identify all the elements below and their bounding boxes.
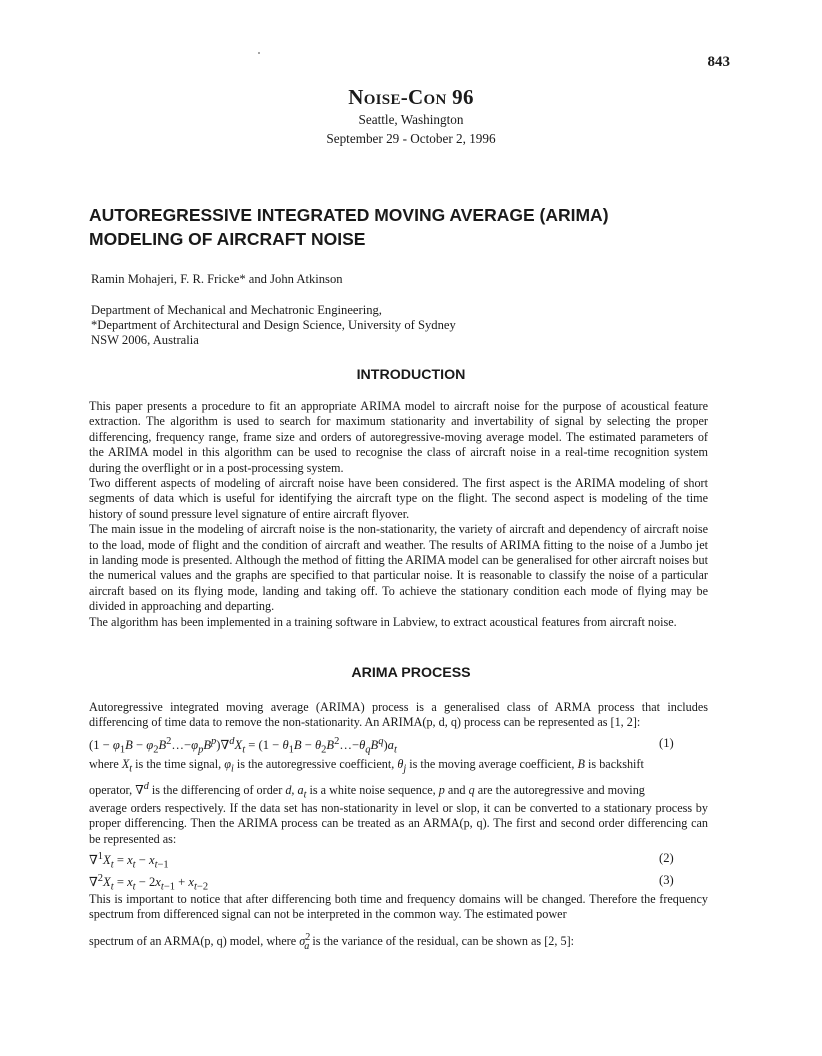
scan-speck — [258, 52, 260, 54]
where-line: where $X_t$ is the time signal, $\varphi_i$ is the autoregressive coefficient, $\theta_j$ is the moving average coefficient, B is backshift — [89, 757, 644, 775]
paragraph: The main issue in the modeling of aircraft noise is the non-stationarity, the variety of aircraft and dependency of aircraft noise to the load, mode of flight and the condition of aircraft and weather. The results of ARIMA fitting to the noise of a Jumbo jet in landing mode is presented. Although the method of fitting the ARIMA model can be generalised for other aircraft noises but the numerical values and the graphs are specified to that particular noise. It is reasonable to classify the noise of a particular aircraft based on its flying mode, landing and taking off. To achieve the stationary condition each mode of flying may be divided in approaching and departing. — [89, 522, 708, 614]
equation-2 — [89, 851, 708, 871]
paragraph: The algorithm has been implemented in a training software in Labview, to extract acoustical features from aircraft noise. — [89, 614, 677, 629]
equation-number: (2) — [659, 851, 674, 865]
section-heading-arima: ARIMA PROCESS — [351, 665, 471, 681]
equation-3 — [89, 873, 708, 893]
paragraph: This paper presents a procedure to fit an appropriate ARIMA model to aircraft noise for the purpose of acoustical feature extraction. The algorithm is used to search for maximum stationarity and invertability of signal by selecting the proper differencing, frequency range, frame size and orders of autoregressive-moving average model. The estimated parameters of the ARIMA model in this algorithm can be used to recognise the class of aircraft noise in a real-time recognition system during the overflight or in a post-processing system. — [89, 399, 708, 475]
conference-header — [0, 84, 822, 148]
equation-number: (1) — [659, 736, 674, 750]
conference-dates: September 29 - October 2, 1996 — [326, 131, 496, 146]
equation-number: (3) — [659, 873, 674, 887]
operator-line: operator, ∇$^d$ is the differencing of order d, $a_t$ is a white noise sequence, p and q are the autoregressive and moving — [89, 781, 645, 801]
paragraph: Two different aspects of modeling of aircraft noise have been considered. The first aspect is the ARIMA modeling of short segments of data which is useful for identifying the aircraft type on the flight. The second aspect is modeling of the time history of sound pressure level signature of entire aircraft flyover. — [89, 476, 708, 521]
spectrum-line: spectrum of an ARMA(p, q) model, where $\sigma^2_a$ is the variance of the residual, can be shown as [2, 5]: — [89, 932, 575, 952]
title-line-1: AUTOREGRESSIVE INTEGRATED MOVING AVERAGE (ARIMA) — [89, 205, 609, 225]
equation-1 — [89, 736, 708, 756]
affiliation-line: NSW 2006, Australia — [91, 333, 199, 347]
conference-location: Seattle, Washington — [358, 112, 464, 127]
paper-title — [89, 203, 729, 251]
equation-1-expression: ($1 - \varphi_1B$ − $\varphi_2B^2\dots-\varphi_pB^p)\nabla^dX_t = (1 - \theta_1B$ − $\theta_2B^2\dots-\theta_qB^q)a_t$ — [89, 736, 397, 756]
introduction-body — [89, 399, 708, 630]
conference-name: Noise-Con 96 — [348, 85, 474, 109]
equation-3-expression: $\nabla^2X_t = x_t - 2x_{t-1} + x_{t-2}$ — [89, 873, 209, 893]
section-heading-introduction: INTRODUCTION — [356, 367, 466, 383]
affiliation-line: *Department of Architectural and Design Science, University of Sydney — [91, 318, 456, 332]
arima-paragraph-3: This is important to notice that after differencing both time and frequency domains will be changed. Therefore the frequency spectrum from differenced signal can not be interpreted in the common way. The estimated power — [89, 892, 708, 922]
arima-paragraph-2: average orders respectively. If the data set has non-stationarity in level or slop, it can be converted to a stationary process by proper differencing. Then the ARIMA process can be treated as an ARMA(p, q). The first and second order differencing can be represented as: — [89, 801, 708, 846]
page-number: 843 — [707, 54, 730, 70]
title-line-2: MODELING OF AIRCRAFT NOISE — [89, 229, 366, 249]
arima-paragraph-1: Autoregressive integrated moving average (ARIMA) process is a generalised class of ARMA process that includes differencing of time data to remove the non-stationarity. An ARIMA(p, d, q) process can be represented as [1, 2]: — [89, 700, 708, 730]
equation-2-expression: $\nabla^1X_t = x_t - x_{t-1}$ — [89, 851, 169, 871]
affiliation — [91, 303, 456, 348]
affiliation-line: Department of Mechanical and Mechatronic Engineering, — [91, 303, 382, 317]
authors: Ramin Mohajeri, F. R. Fricke* and John Atkinson — [91, 272, 343, 286]
